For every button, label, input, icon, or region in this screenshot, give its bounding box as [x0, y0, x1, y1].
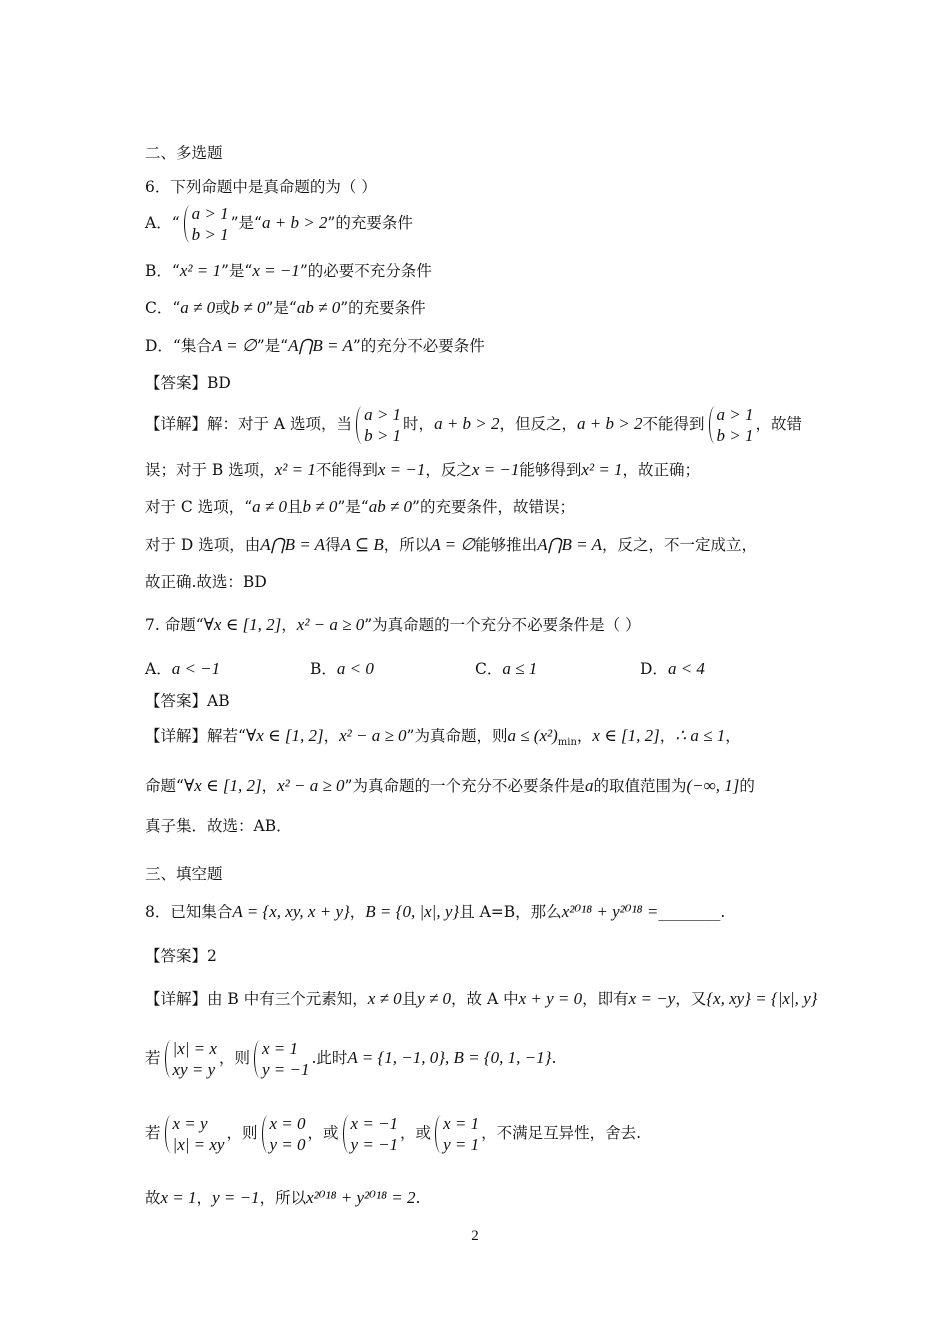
q8-d4b: ，: [196, 1189, 213, 1207]
q7-d2e: 的: [739, 777, 755, 795]
q8-d4d: .: [415, 1189, 421, 1207]
q6-d3c: ”是“: [337, 498, 369, 516]
q7-detail-line1: [145, 725, 741, 754]
q8-d3-b3b: |x| = xy: [172, 1135, 225, 1154]
q8-detail-line2: [145, 1038, 556, 1080]
q6-d3a: 对于 C 选项，“: [145, 498, 253, 516]
q6-d4b: 得: [325, 536, 341, 554]
q6-c-m1: a ≠ 0: [180, 298, 216, 317]
q7-stem-a: 7. 命题“: [145, 616, 204, 634]
q7-stem-b: ，: [281, 616, 297, 634]
q6-d3b: 且: [286, 498, 303, 516]
q6-d3d: ”的充要条件，故错误；: [412, 498, 575, 516]
q8-d2a: 若: [145, 1049, 161, 1067]
q7-d1-m5: ∴ a ≤ 1: [675, 726, 726, 745]
q7-d2b: ，: [261, 777, 278, 795]
q7-d2-m6: ∀x ∈ [1, 2]: [183, 776, 262, 795]
q6-detail-line2: [145, 459, 700, 481]
q6-d1-brace1: [354, 404, 401, 446]
q8-d3a: 若: [145, 1124, 161, 1142]
q7-stem-c: ”为真命题的一个充分不必要条件是（ ）: [364, 616, 641, 634]
q7-c-value: a ≤ 1: [502, 659, 538, 678]
q6-b-m2: x = −1: [252, 261, 300, 280]
q8-stem-b: ，: [349, 903, 366, 921]
q8-d3-brace1: [163, 1113, 225, 1155]
q8-blank: ________.: [658, 903, 726, 921]
q7-d1d: ，: [576, 727, 593, 745]
q6-d4e: ，反之，不一定成立，: [601, 536, 757, 554]
q8-d2-brace2: [252, 1038, 310, 1080]
q6-d3-m7: a ≠ 0: [252, 497, 287, 516]
q7-d1e: ，: [659, 727, 676, 745]
q7-d-label: D．: [640, 660, 668, 678]
q8-d2-b1b: xy = y: [172, 1060, 216, 1079]
q6-c-post: ”的充要条件: [340, 299, 426, 317]
q8-stem-m3: x²⁰¹⁸ + y²⁰¹⁸ =: [561, 902, 659, 921]
q8-d3e: ，不满足互异性，舍去.: [481, 1124, 642, 1142]
q7-d2-m8: a: [584, 776, 594, 795]
q6-d-mid: ”是“: [256, 337, 289, 355]
q7-d2a: 命题“: [145, 777, 184, 795]
q8-d1d: ，即有: [582, 990, 629, 1008]
q8-d2-b1a: |x| = x: [172, 1039, 217, 1058]
q6-d1e: ，故错: [755, 415, 802, 433]
q6-option-a: [145, 203, 413, 245]
q6-d2-m5: x = −1: [471, 460, 520, 479]
q8-d3-brace2: [260, 1113, 306, 1155]
q6-d2-m6: x² = 1: [581, 460, 623, 479]
q6-d1-m2: a + b > 2: [577, 414, 643, 433]
q6-d4a: 对于 D 选项，由: [145, 536, 261, 554]
q6-d-post: ”的充分不必要条件: [352, 337, 485, 355]
q6-d1d: 不能得到: [642, 415, 705, 433]
q8-d3-b5b: y = −1: [350, 1135, 399, 1154]
q7-answer: 【答案】AB: [145, 692, 230, 710]
q6-d2-m3: x² = 1: [274, 460, 316, 479]
q7-b-label: B．: [310, 660, 337, 678]
q6-d1-m1: a + b > 2: [434, 414, 500, 433]
q8-d1-m3: x + y = 0: [518, 989, 583, 1008]
q8-stem: [145, 901, 725, 923]
q8-d2b: ，则: [218, 1049, 250, 1067]
q8-d1a: 【详解】由 B 中有三个元素知，: [145, 990, 368, 1008]
q7-stem: [145, 614, 641, 636]
q7-d1-m3: a ≤ (x²): [507, 726, 558, 745]
q7-d2-m7: x² − a ≥ 0: [277, 776, 345, 795]
q6-detail-line5: 故正确.故选：BD: [145, 573, 267, 591]
q8-d4-m9: x²⁰¹⁸ + y²⁰¹⁸ = 2: [306, 1188, 416, 1207]
q6-a-b1: a > 1: [191, 204, 229, 223]
q6-d1-b4: b > 1: [716, 426, 754, 445]
q8-d3-b3a: x = y: [172, 1114, 208, 1133]
q6-d2a: 误；对于 B 选项，: [145, 461, 275, 479]
q6-c-or: 或: [215, 299, 231, 317]
q8-detail-line1: [145, 988, 817, 1010]
q7-d1f: ，: [725, 727, 741, 745]
q6-d4-m10: A⋂B = A: [260, 535, 326, 554]
q6-b-pre: B．“: [145, 262, 180, 280]
q8-d2-brace1: [163, 1038, 217, 1080]
q6-detail-line1: [145, 404, 802, 446]
q6-d2c: ，反之: [425, 461, 472, 479]
q6-c-m2: b ≠ 0: [230, 298, 266, 317]
page-number: 2: [471, 1228, 479, 1244]
q7-b-value: a < 0: [336, 659, 374, 678]
q8-d4-m7: x = 1: [160, 1188, 197, 1207]
q8-stem-m1: A = {x, xy, x + y}: [232, 902, 350, 921]
q6-d2-m4: x = −1: [377, 460, 426, 479]
q6-d2e: ，故正确；: [622, 461, 701, 479]
q8-stem-c: 且 A=B，那么: [459, 903, 562, 921]
q8-d3b: ，则: [226, 1124, 258, 1142]
q7-d1-m2: x² − a ≥ 0: [339, 726, 407, 745]
q7-d2d: 的取值范围为: [593, 777, 687, 795]
q7-stem-m2: x² − a ≥ 0: [296, 615, 365, 634]
q6-d1a: 【详解】解：对于 A 选项，当: [145, 415, 353, 433]
q6-d4-m12: A = ∅: [430, 535, 476, 554]
q6-d-m1: A = ∅: [211, 336, 257, 355]
q8-d1-m1: x ≠ 0: [367, 989, 402, 1008]
q7-d1b: ，: [323, 727, 340, 745]
q7-a-label: A．: [145, 660, 172, 678]
q6-d-pre: D．“集合: [145, 337, 212, 355]
q8-stem-a: 8．已知集合: [145, 903, 233, 921]
q8-detail-line3: [145, 1113, 641, 1155]
q8-d4-m8: y = −1: [212, 1188, 260, 1207]
q6-d4c: ，所以: [383, 536, 431, 554]
q8-d2-m6: A = {1, −1, 0}, B = {0, 1, −1}: [347, 1048, 552, 1067]
q6-a-math: a + b > 2: [261, 213, 328, 232]
q6-d2d: 能够得到: [519, 461, 582, 479]
q8-d3-b6b: y = 1: [443, 1135, 480, 1154]
q7-d2-m9: (−∞, 1]: [686, 776, 740, 795]
q6-stem: 6．下列命题中是真命题的为（ ）: [145, 178, 377, 196]
q6-d4d: 能够推出: [475, 536, 538, 554]
q7-d1-m1: ∀x ∈ [1, 2]: [245, 726, 324, 745]
q7-option-c: [475, 658, 537, 680]
q7-d1c: ”为真命题，则: [406, 727, 508, 745]
q8-d3-brace4: [433, 1113, 479, 1155]
section-title-fill: 三、填空题: [145, 865, 223, 883]
q7-d1a: 【详解】解若“: [145, 727, 246, 745]
q6-d1-b3: a > 1: [716, 405, 754, 424]
q6-answer: 【答案】BD: [145, 374, 231, 392]
q8-d2d: .: [551, 1049, 557, 1067]
q6-d4-m13: A⋂B = A: [537, 535, 602, 554]
q6-d1c: ，但反之，: [499, 415, 578, 433]
q6-a-post: ”的充要条件: [327, 214, 413, 232]
q6-d1-b1: a > 1: [364, 405, 402, 424]
q6-a-pre: A．“: [145, 214, 180, 232]
q6-b-mid: ”是“: [220, 262, 253, 280]
q7-d2c: ”为真命题的一个充分不必要条件是: [344, 777, 585, 795]
q6-b-m1: x² = 1: [179, 261, 221, 280]
q8-d4a: 故: [145, 1189, 161, 1207]
q6-d-m2: A⋂B = A: [288, 336, 353, 355]
q7-option-d: [640, 658, 705, 680]
q7-stem-m1: ∀x ∈ [1, 2]: [203, 615, 282, 634]
q6-d2b: 不能得到: [315, 461, 378, 479]
q8-d3c: ，或: [307, 1124, 339, 1142]
q7-detail-line2: [145, 775, 755, 797]
q8-answer: 【答案】2: [145, 947, 217, 965]
q8-d1b: 且: [401, 990, 418, 1008]
q6-c-mid: ”是“: [265, 299, 297, 317]
q8-d1-m5: {x, xy} = {|x|, y}: [706, 989, 818, 1008]
q7-d1-m4: x ∈ [1, 2]: [592, 726, 660, 745]
q8-d1-m4: x = −y: [628, 989, 676, 1008]
section-title-multi: 二、多选题: [145, 144, 223, 162]
q8-d1-m2: y ≠ 0: [417, 989, 452, 1008]
q8-d3-b6a: x = 1: [443, 1114, 480, 1133]
q6-detail-line3: [145, 496, 575, 518]
q7-detail-line3: 真子集．故选：AB．: [145, 817, 292, 835]
q8-stem-m2: B = {0, |x|, y}: [365, 902, 460, 921]
q8-d3-brace3: [341, 1113, 399, 1155]
q6-a-b2: b > 1: [191, 225, 229, 244]
q6-option-c: [145, 297, 426, 319]
q6-detail-line4: [145, 534, 757, 556]
q8-d1e: ，又: [675, 990, 707, 1008]
q8-detail-line4: [145, 1187, 420, 1209]
q8-d2-b2b: y = −1: [261, 1060, 310, 1079]
q6-c-pre: C．“: [145, 299, 181, 317]
q6-a-brace: [182, 203, 229, 245]
q7-option-b: [310, 658, 374, 680]
q6-d4-m11: A ⊆ B: [340, 535, 384, 554]
q8-d3-b4a: x = 0: [269, 1114, 306, 1133]
q8-d3-b4b: y = 0: [269, 1135, 306, 1154]
q8-d4c: ，所以: [259, 1189, 307, 1207]
q6-a-mid: ”是“: [230, 214, 262, 232]
q7-d1-min: min: [557, 737, 577, 749]
q6-d3-m8: b ≠ 0: [302, 497, 338, 516]
q6-option-d: [145, 335, 485, 357]
q8-d2-b2a: x = 1: [261, 1039, 298, 1058]
q7-a-value: a < −1: [171, 659, 221, 678]
q7-c-label: C．: [475, 660, 503, 678]
q6-b-post: ”的必要不充分条件: [299, 262, 432, 280]
q7-option-a: [145, 658, 220, 680]
q6-d1-brace2: [707, 404, 754, 446]
q6-d1-b2: b > 1: [364, 426, 402, 445]
q6-d1b: 时，: [403, 415, 435, 433]
q6-d3-m9: ab ≠ 0: [368, 497, 413, 516]
q8-d1c: ，故 A 中: [451, 990, 519, 1008]
q6-option-b: [145, 260, 432, 282]
q6-c-m3: ab ≠ 0: [296, 298, 341, 317]
q7-d-value: a < 4: [667, 659, 705, 678]
q8-d3d: ，或: [400, 1124, 432, 1142]
q8-d3-b5a: x = −1: [350, 1114, 399, 1133]
q8-d2c: .此时: [311, 1049, 348, 1067]
